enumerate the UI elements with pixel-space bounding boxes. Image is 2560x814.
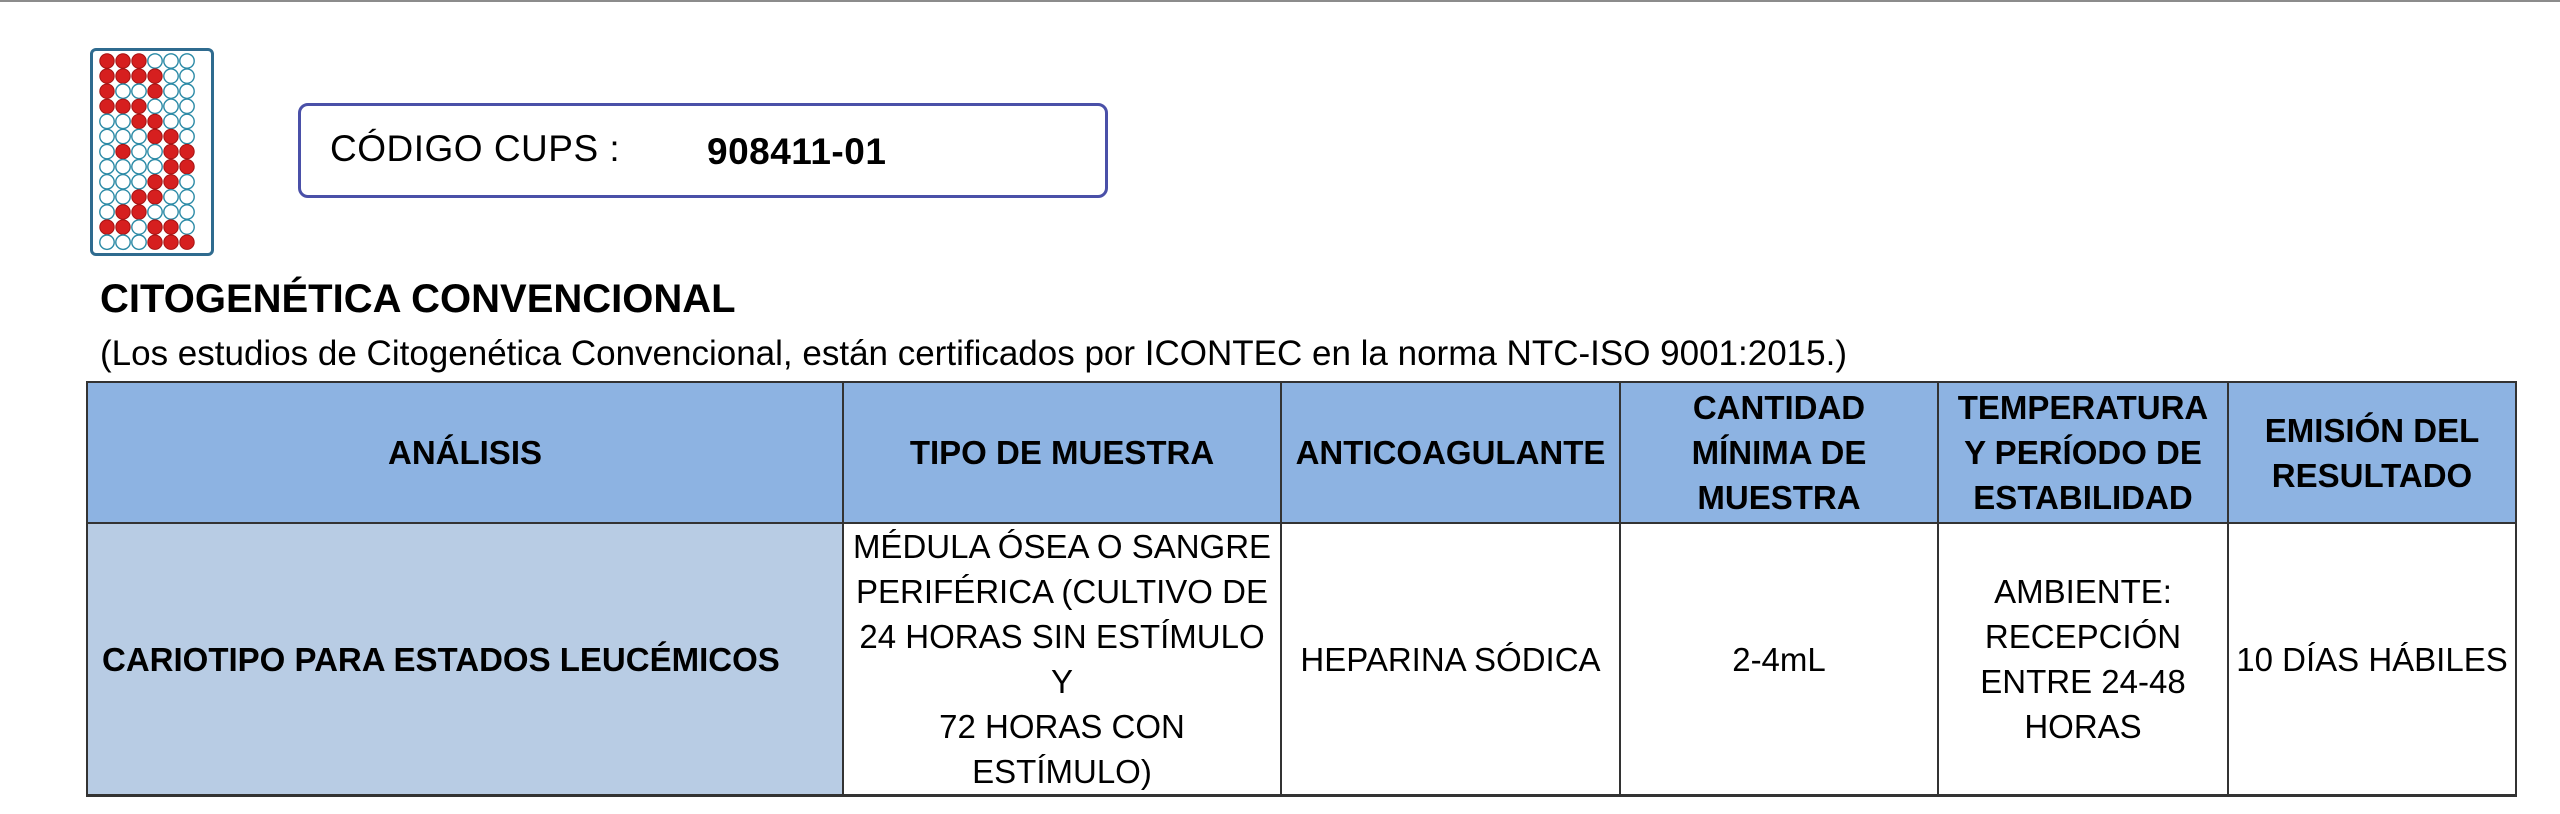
logo-bead-red [100, 69, 114, 83]
logo-bead-red [180, 144, 194, 158]
logo-bead-red [148, 190, 162, 204]
logo-bead [164, 205, 178, 219]
header-temperature: TEMPERATURA Y PERÍODO DE ESTABILIDAD [1938, 382, 2228, 523]
logo-bead-red [132, 69, 146, 83]
cell-analysis: CARIOTIPO PARA ESTADOS LEUCÉMICOS [87, 523, 843, 796]
logo-bead-red [164, 175, 178, 189]
logo-bead [100, 144, 114, 158]
certification-note: (Los estudios de Citogenética Convencional, están certificados por ICONTEC en la norma NTC-ISO 9001:2015.) [100, 334, 1847, 373]
logo-bead [100, 190, 114, 204]
logo-bead [100, 175, 114, 189]
logo-bead-red [116, 144, 130, 158]
logo-bead [180, 114, 194, 128]
header-sample-type: TIPO DE MUESTRA [843, 382, 1281, 523]
logo-bead [180, 84, 194, 98]
section-title: CITOGENÉTICA CONVENCIONAL [100, 277, 736, 321]
logo-bead-red [132, 205, 146, 219]
logo-bead-red [116, 54, 130, 68]
logo-bead-red [132, 114, 146, 128]
logo-bead [148, 99, 162, 113]
table-header-row [87, 382, 2516, 523]
logo-bead [100, 235, 114, 249]
logo-bead [100, 205, 114, 219]
logo-bead [132, 220, 146, 234]
logo-bead-red [116, 220, 130, 234]
cell-result-time: 10 DÍAS HÁBILES [2228, 523, 2516, 796]
logo-bead [164, 69, 178, 83]
logo-bead [100, 129, 114, 143]
logo-bead [164, 84, 178, 98]
logo-bead-red [148, 84, 162, 98]
logo-bead-red [148, 69, 162, 83]
logo-bead [116, 160, 130, 174]
logo-bead [180, 205, 194, 219]
logo-bead-red [164, 160, 178, 174]
header-min-quantity: CANTIDAD MÍNIMA DE MUESTRA [1620, 382, 1938, 523]
logo-bead [132, 235, 146, 249]
logo-bead-red [116, 205, 130, 219]
logo-bead [180, 54, 194, 68]
logo-bead [180, 220, 194, 234]
cell-temperature: AMBIENTE: RECEPCIÓN ENTRE 24-48 HORAS [1938, 523, 2228, 796]
logo-bead-red [100, 54, 114, 68]
bead-grid-logo-icon [90, 48, 214, 256]
logo-bead-red [132, 99, 146, 113]
logo-bead [164, 190, 178, 204]
header-anticoagulant: ANTICOAGULANTE [1281, 382, 1620, 523]
logo-bead [132, 160, 146, 174]
logo-bead-red [164, 144, 178, 158]
logo-bead [100, 114, 114, 128]
logo-bead [132, 84, 146, 98]
cell-anticoagulant: HEPARINA SÓDICA [1281, 523, 1620, 796]
top-divider [0, 0, 2560, 2]
logo-bead [180, 190, 194, 204]
logo-bead-red [100, 84, 114, 98]
logo-bead [180, 129, 194, 143]
logo-bead-red [164, 220, 178, 234]
header-analysis: ANÁLISIS [87, 382, 843, 523]
logo-bead [148, 54, 162, 68]
logo-bead [132, 129, 146, 143]
logo-bead-red [148, 175, 162, 189]
logo-bead-red [148, 114, 162, 128]
logo-bead-red [164, 129, 178, 143]
logo-bead-red [132, 54, 146, 68]
logo-bead [180, 175, 194, 189]
logo-bead-red [148, 235, 162, 249]
logo-bead-red [148, 220, 162, 234]
logo-bead-red [100, 220, 114, 234]
logo-bead [132, 175, 146, 189]
logo-bead [116, 190, 130, 204]
logo-bead [116, 235, 130, 249]
logo-bead-red [100, 99, 114, 113]
cups-code-value: 908411-01 [707, 131, 887, 172]
logo-bead-red [132, 190, 146, 204]
logo-bead [164, 114, 178, 128]
logo-bead [116, 129, 130, 143]
cell-min-quantity: 2-4mL [1620, 523, 1938, 796]
logo-bead-red [180, 235, 194, 249]
analysis-table [86, 381, 2517, 797]
logo-bead [100, 160, 114, 174]
logo-bead-red [164, 235, 178, 249]
logo-bead-red [116, 69, 130, 83]
logo-bead [164, 54, 178, 68]
cell-sample-type: MÉDULA ÓSEA O SANGRE PERIFÉRICA (CULTIVO DE 24 HORAS SIN ESTÍMULO Y 72 HORAS CON ESTÍMULO) [843, 523, 1281, 796]
logo-bead-red [180, 160, 194, 174]
logo-bead-red [116, 99, 130, 113]
table-row [87, 523, 2516, 796]
logo-bead [148, 144, 162, 158]
logo-bead [180, 99, 194, 113]
logo-bead [116, 175, 130, 189]
logo-bead [180, 69, 194, 83]
logo-bead [116, 84, 130, 98]
header-result-time: EMISIÓN DEL RESULTADO [2228, 382, 2516, 523]
logo-bead [116, 114, 130, 128]
logo-bead [148, 160, 162, 174]
logo-bead-red [148, 129, 162, 143]
cups-code-label: CÓDIGO CUPS : [330, 128, 621, 169]
logo-bead [148, 205, 162, 219]
logo-bead [164, 99, 178, 113]
logo-bead [132, 144, 146, 158]
